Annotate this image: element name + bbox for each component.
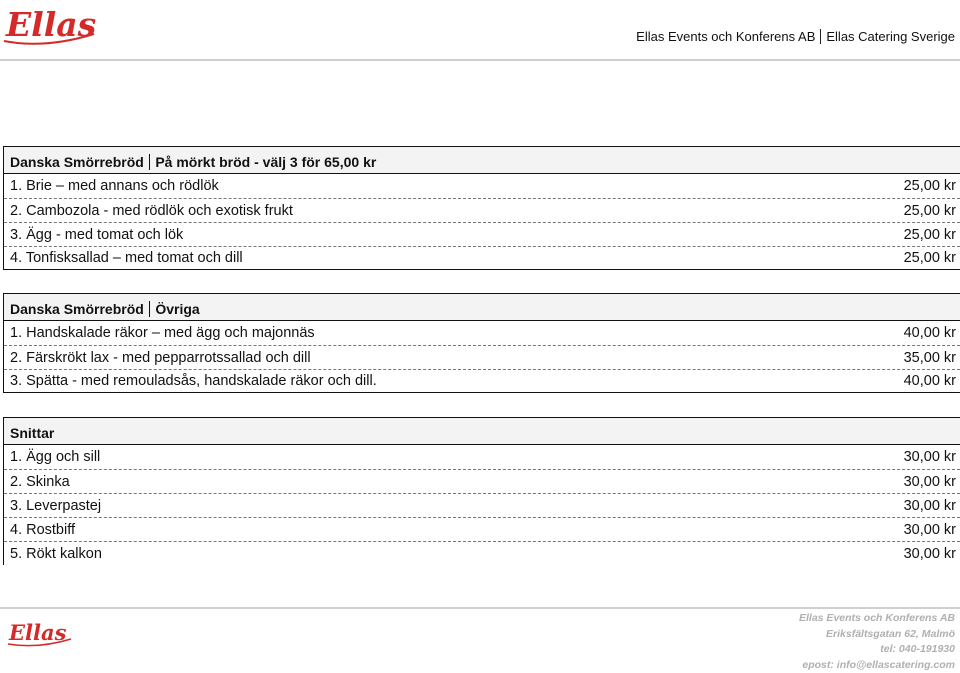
- item-name: 4. Tonfisksallad – med tomat och dill: [10, 250, 243, 266]
- item-price: 25,00 kr: [904, 227, 956, 243]
- header-rule: [0, 59, 960, 61]
- item-name: 5. Rökt kalkon: [10, 546, 102, 562]
- menu-item: [4, 246, 960, 270]
- menu-section-danska-ovriga: [3, 293, 960, 393]
- menu-section-snittar: [3, 417, 960, 565]
- menu-item: [4, 222, 960, 246]
- section-subtitle: På mörkt bröd - välj 3 för 65,00 kr: [155, 154, 376, 170]
- item-price: 30,00 kr: [904, 474, 956, 490]
- title-separator: [149, 154, 151, 170]
- section-title: Snittar: [10, 425, 54, 441]
- item-name: 4. Rostbiff: [10, 522, 75, 538]
- menu-item: [4, 321, 960, 345]
- header-link-events[interactable]: Ellas Events och Konferens AB: [636, 29, 815, 44]
- header-link-catering[interactable]: Ellas Catering Sverige: [826, 29, 955, 44]
- footer-rule: [0, 607, 960, 609]
- menu-item: [4, 174, 960, 198]
- menu-section-danska-morkt-brod: [3, 146, 960, 270]
- item-name: 3. Leverpastej: [10, 498, 101, 514]
- section-title: Danska Smörrebröd: [10, 301, 144, 317]
- menu-item: [4, 345, 960, 369]
- item-price: 35,00 kr: [904, 350, 956, 366]
- item-price: 30,00 kr: [904, 546, 956, 562]
- header-separator: [820, 29, 821, 44]
- menu-item: [4, 541, 960, 565]
- menu-item: [4, 445, 960, 469]
- menu-item: [4, 198, 960, 222]
- section-subtitle: Övriga: [155, 301, 199, 317]
- logo-text: Ellas: [5, 5, 96, 44]
- footer-address: Eriksfältsgatan 62, Malmö: [799, 627, 955, 643]
- footer-email[interactable]: epost: info@ellascatering.com: [799, 658, 955, 673]
- footer-phone: tel: 040-191930: [799, 642, 955, 658]
- section-header: [4, 293, 960, 321]
- footer-logo-text: Ellas: [8, 620, 67, 645]
- item-price: 30,00 kr: [904, 522, 956, 538]
- item-price: 30,00 kr: [904, 449, 956, 465]
- section-title: Danska Smörrebröd: [10, 154, 144, 170]
- section-header: [4, 417, 960, 445]
- section-header: [4, 146, 960, 174]
- item-name: 2. Skinka: [10, 474, 70, 490]
- footer-company: Ellas Events och Konferens AB: [799, 611, 955, 627]
- item-name: 2. Cambozola - med rödlök och exotisk frukt: [10, 203, 293, 219]
- ellas-footer-logo: [6, 617, 74, 647]
- item-name: 2. Färskrökt lax - med pepparrotssallad och dill: [10, 350, 311, 366]
- item-price: 25,00 kr: [904, 203, 956, 219]
- footer-contact: [799, 611, 955, 673]
- ellas-logo[interactable]: [0, 0, 98, 46]
- item-price: 25,00 kr: [904, 250, 956, 266]
- item-name: 1. Handskalade räkor – med ägg och majonnäs: [10, 325, 315, 341]
- item-price: 30,00 kr: [904, 498, 956, 514]
- item-name: 3. Ägg - med tomat och lök: [10, 227, 183, 243]
- menu-item: [4, 369, 960, 393]
- item-name: 1. Ägg och sill: [10, 449, 100, 465]
- title-separator: [149, 301, 151, 317]
- menu-item: [4, 493, 960, 517]
- item-price: 40,00 kr: [904, 325, 956, 341]
- menu-item: [4, 469, 960, 493]
- item-price: 40,00 kr: [904, 373, 956, 389]
- menu-item: [4, 517, 960, 541]
- item-name: 1. Brie – med annans och rödlök: [10, 178, 219, 194]
- item-name: 3. Spätta - med remouladsås, handskalade räkor och dill.: [10, 373, 377, 389]
- item-price: 25,00 kr: [904, 178, 956, 194]
- header-links: [636, 29, 955, 44]
